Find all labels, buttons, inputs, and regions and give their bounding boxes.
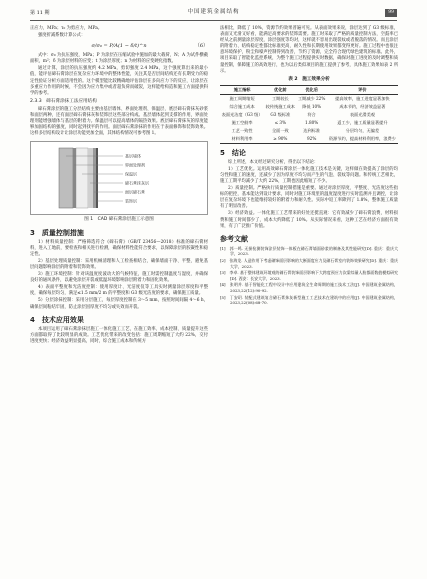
- left-column: [30, 26, 208, 346]
- interface-layer: [73, 148, 76, 208]
- table-cell: 降低 10%: [302, 103, 322, 109]
- page-header: [30, 8, 397, 21]
- reference-item: [5] 丁安玥. 装配式建筑复合碲石膏抹灰新型施工工艺技术在建筑中的应用[J]. 中国建筑金属结构，2023,22(08):68-70.: [220, 294, 398, 306]
- table-cell: 返工少，施工质量显著提升: [337, 119, 388, 125]
- reference-item: [3] 李卓. 基于整体建筑环境观的碲石膏装饰面层影响下大跨度预应力次梁综量人脸都面数值模拟研究[D]. 西安：长安大学，2023.: [220, 270, 398, 281]
- table-row: [220, 135, 398, 143]
- table-cell: 工艺一致性: [231, 127, 253, 133]
- paragraph: 2）基层处理质量控制：采用机械清理和人工检查相结合，确保墙面干净、平整，避免基层问题影响涂层的附着和装饰效果。: [30, 258, 208, 270]
- section-heading: 5 结论: [220, 148, 246, 157]
- figure-label: 保温层: [125, 171, 137, 177]
- figure-label: 碲石膏抹灰层: [125, 180, 149, 186]
- reference-item: [2] 张海龙. 人造作用下考虑碲饰面层影响的大断面度应力及碲石膏室内装饰效果研究[D]. 重庆：重庆大学，2023.: [220, 258, 398, 269]
- table-cell: G3 级标准: [270, 111, 291, 117]
- paragraph: 正应力，MPa；τ₀ 为剪应力，MPa。: [30, 26, 103, 31]
- section-heading: 3 质量控制措施: [30, 228, 84, 237]
- paragraph: 通过计算，涂层的抗压强度约 4.2 MPa，剪切强度 2.4 MPa，这个强度算出来的最小值，能评估碲石膏涂层在复杂应力环境中的整体性能，关注其是否层间结构还有长期受力的稳定性验证分析方面适用性的。这个模型能比较精确地评估涂层在多向应力下的反应，让涂层在多重应力作用的时候，不会因为应力集中或者超负荷而破裂，这样能给构造和施工方面提供科学的参考。: [30, 66, 208, 96]
- table-header: 评价: [358, 87, 367, 93]
- reference-item: [4] 张明并. 基于智能化工程中设计中应用建筑全生命周期的施工技术工法[J]. 中国建筑金属结构，2023,22(12):90-92.: [220, 282, 398, 293]
- table-cell: ≥ 90%: [273, 135, 288, 141]
- table-row: [220, 103, 398, 111]
- paragraph: 综上所述，本文经过研究分析，得出以下结论：: [228, 159, 319, 165]
- paragraph: 1）工艺优化。运用高效碲石膏涂层一体化施工技术是关键，这样做在效提高了涂层的均匀性和施工的速度，还减少了因为厚度不均匀而产生的气泡、裂纹等问题。和传统工艺相比，施工工期平均减少了大约 22%，工期也因此缩短了不少。: [220, 166, 398, 184]
- paragraph: 3）施工环境控制：针对该温度度波动大的气候特征，施工时需控制温度与湿度，并确保良好的通风条件，以避免涂层开裂或低温环境影响涂层附着力和固化效果。: [30, 272, 208, 284]
- results-table: [220, 85, 398, 144]
- table-row: [220, 94, 398, 102]
- figure-label: 面层碲石膏: [125, 189, 145, 195]
- decor-layer: [96, 148, 98, 208]
- reference-item: [1] 郭一鸣. 无损检测装饰涂层装饰一体板在碲石膏墙面砂浆的制备及其性能研究[D]. 重庆：重庆大学，2023.: [220, 245, 398, 257]
- paragraph: 强度折减系数计算公式：: [38, 33, 86, 39]
- table-cell: 1.80%: [304, 119, 319, 125]
- table-header: 优化前: [274, 87, 287, 93]
- figure-label: 基层墙体: [125, 153, 141, 159]
- table-cell: 达到标准: [303, 127, 321, 133]
- table-cell: 92%: [306, 135, 317, 141]
- table-cell: 表面光滑美观: [349, 111, 375, 117]
- table-cell: 综合施工成本: [229, 103, 255, 109]
- table-cell: 材料利用率: [231, 135, 253, 141]
- figure-caption: 图 1 CAD 碲石膏涂层施工示意图: [84, 217, 154, 223]
- reference-list: [220, 246, 398, 306]
- table-header: 优化后: [305, 87, 318, 93]
- table-row: [220, 119, 398, 127]
- table-caption: 表 2 施工效果分析: [288, 76, 330, 82]
- paragraph: 4）表面平整度和光洁度控制：使用厚度计、光洁度仪等工具实时测量涂层厚度和平整度，确保每层均匀，满足≤1.5 mm/2 m 的平整度和 G3 级光洁度的要求，确保施工质量。: [30, 285, 208, 297]
- equation-body: σ/σ₀ = P/A(1 − δ/t)^n: [91, 43, 147, 50]
- table-cell: 较传统施工成本: [265, 103, 295, 109]
- table-cell: 分层均匀，无偏差: [345, 127, 380, 133]
- table-cell: 提高效率，施工进度显著加快: [335, 96, 390, 101]
- table-row: [220, 111, 398, 119]
- table-cell: 符合: [307, 111, 316, 117]
- table-cell: 表面光洁度（G3 级）: [221, 111, 263, 117]
- wall-layer: [59, 148, 73, 208]
- insulation-layer: [76, 148, 88, 208]
- equation: [30, 42, 208, 50]
- table-header-row: [220, 85, 398, 94]
- table-row: [220, 127, 398, 135]
- paragraph: 碲石膏涂层的施工分层结构主要由基层墙体、界面处理剂、保温层、底层碲石膏抹灰砂浆和面层两种，还有面层碲石膏抹灰和装饰层这些部分构成。基层墙体起到支撑的作用，界面处理剂能增强墙体与基层的附着力。保温层可以提高墙体的隔热效果。底层碲石膏抹灰的厚度能够加固结构的强度，同时起到找平的作用。面层碲石膏涂抹的作用在于表面修饰和装饰效果。这样多层结构设计让涂层功能更加全面，其体结构情况可参考图 1。: [30, 106, 208, 137]
- equation-number: （6）: [194, 43, 208, 50]
- journal-title: 中国建筑金属结构: [187, 9, 240, 15]
- figure-label: 装饰层: [125, 198, 137, 204]
- paragraph: 5）分层涂抹控制：采用分层施工，每层厚度控制在 3～5 mm，按照时间间隔 4～6 h，确保层间粘结牢固，防止涂层因厚度不均匀或失效而开裂。: [30, 298, 208, 310]
- figure-label: 界面处理剂: [125, 162, 145, 168]
- table-cell: 成本节约，经济效益显著: [339, 103, 386, 109]
- surface-plaster-layer: [93, 148, 96, 208]
- paragraph: 1）材料质量控制：严格筛选符合《碲石膏》（GB/T 23456—2018）标准的碲石膏材料，进入工地前，要检查和相关进行检测，确保材料性能符合要求，以保障涂层的胶凝性和稳定性。: [30, 239, 208, 257]
- table-cell: 工期较长: [271, 96, 289, 101]
- paragraph: 3）经济效益。一体化施工工艺带来的好处还挺直观：它有效减少了碲石膏浪费，材料损费和施工时间都少了，成本大约降低了 10%。从实际情况来看，这种工艺在经济方面很有效果，有了广泛推广价值。: [220, 211, 398, 229]
- table-cell: 施工周期缩短: [229, 96, 255, 101]
- right-column: [220, 26, 398, 307]
- page-number: 99: [385, 9, 397, 17]
- table-cell: ≤ 3%: [274, 119, 287, 125]
- table-cell: 工期减少 22%: [297, 96, 326, 101]
- table-cell: 施工空鼓率: [231, 119, 253, 125]
- section-heading: 4 技术应用效果: [30, 315, 84, 324]
- figure-1: [30, 141, 208, 215]
- layer-diagram: [31, 142, 207, 214]
- subsection-heading: 2.3.3 碲石膏涂抹工法应用结构: [30, 98, 97, 104]
- references-heading: 参考文献: [220, 234, 248, 243]
- issue-number: 第 11 期: [30, 10, 50, 16]
- table-header: 施工指标: [233, 87, 251, 93]
- base-plaster-layer: [88, 148, 93, 208]
- paragraph: 2）质量控制。严格执行质量控制措施是重要。通过对涂层厚度、平整度、光洁度这些指标的把控，基本能达到设计要求，同时对施工环境里的温度湿度进行实时监测并且调控，让涂层在复杂环境下也能维持较好的附着力和耐久性。实际中返工率降到了 1.8%，整体施工质量有了明显改善。: [220, 186, 398, 210]
- paragraph: 法相比，降低了 10%，资源节约效果普遍可见。从表面效果来说，涂层达到了 G3 级标准，表面又光滑又好看，能满足高要求的装饰需要。施工时采取了严格的质量控制方法，空鼓率已经从之前测量涂层厚度，涂层强度等均对，这样就不容易出现裂纹或者脱落的情况。而且涂层的附着力、结构稳定性都比标准更高，耐久性和长期使用效果都变得更好。施工过程中也很注意环境保护，粉尘和噪声控制得到改善，节约了资源，完全符合现代绿色建筑的标准。此外，项目采取了智能化监控系统，为整个施工过程提供实时数据，确保对施工进度的及时调整和质量控制，保障施工的高效进行，也为以后类似项目的施工提供了参考，具体施工效果如表 2 所示。: [220, 26, 398, 74]
- table-cell: 全面一致: [271, 127, 289, 133]
- table-cell: 资源节约，提高材料利用率，浪费少: [328, 135, 396, 141]
- paragraph: 本项目运用了碲石膏涂抹层施工一体化施工工艺，在施工效率、成本控制、质量提升这些方面都取得了比较明显的成效。工艺优化带来的改变包括：施工周期缩短了大约 22%，交付进度更快；经济效益明显提高，同时，综合施工成本和传统方: [30, 326, 208, 344]
- paragraph: 式中：σ₀ 为抗压强度，MPa；P 为涂层在压缩试验中施加的最大载荷，N；A 为试件横截面积，m²；δ 为涂层材料的应变；t 为涂层厚度；n 为材料的应变硬化指数。: [30, 53, 208, 65]
